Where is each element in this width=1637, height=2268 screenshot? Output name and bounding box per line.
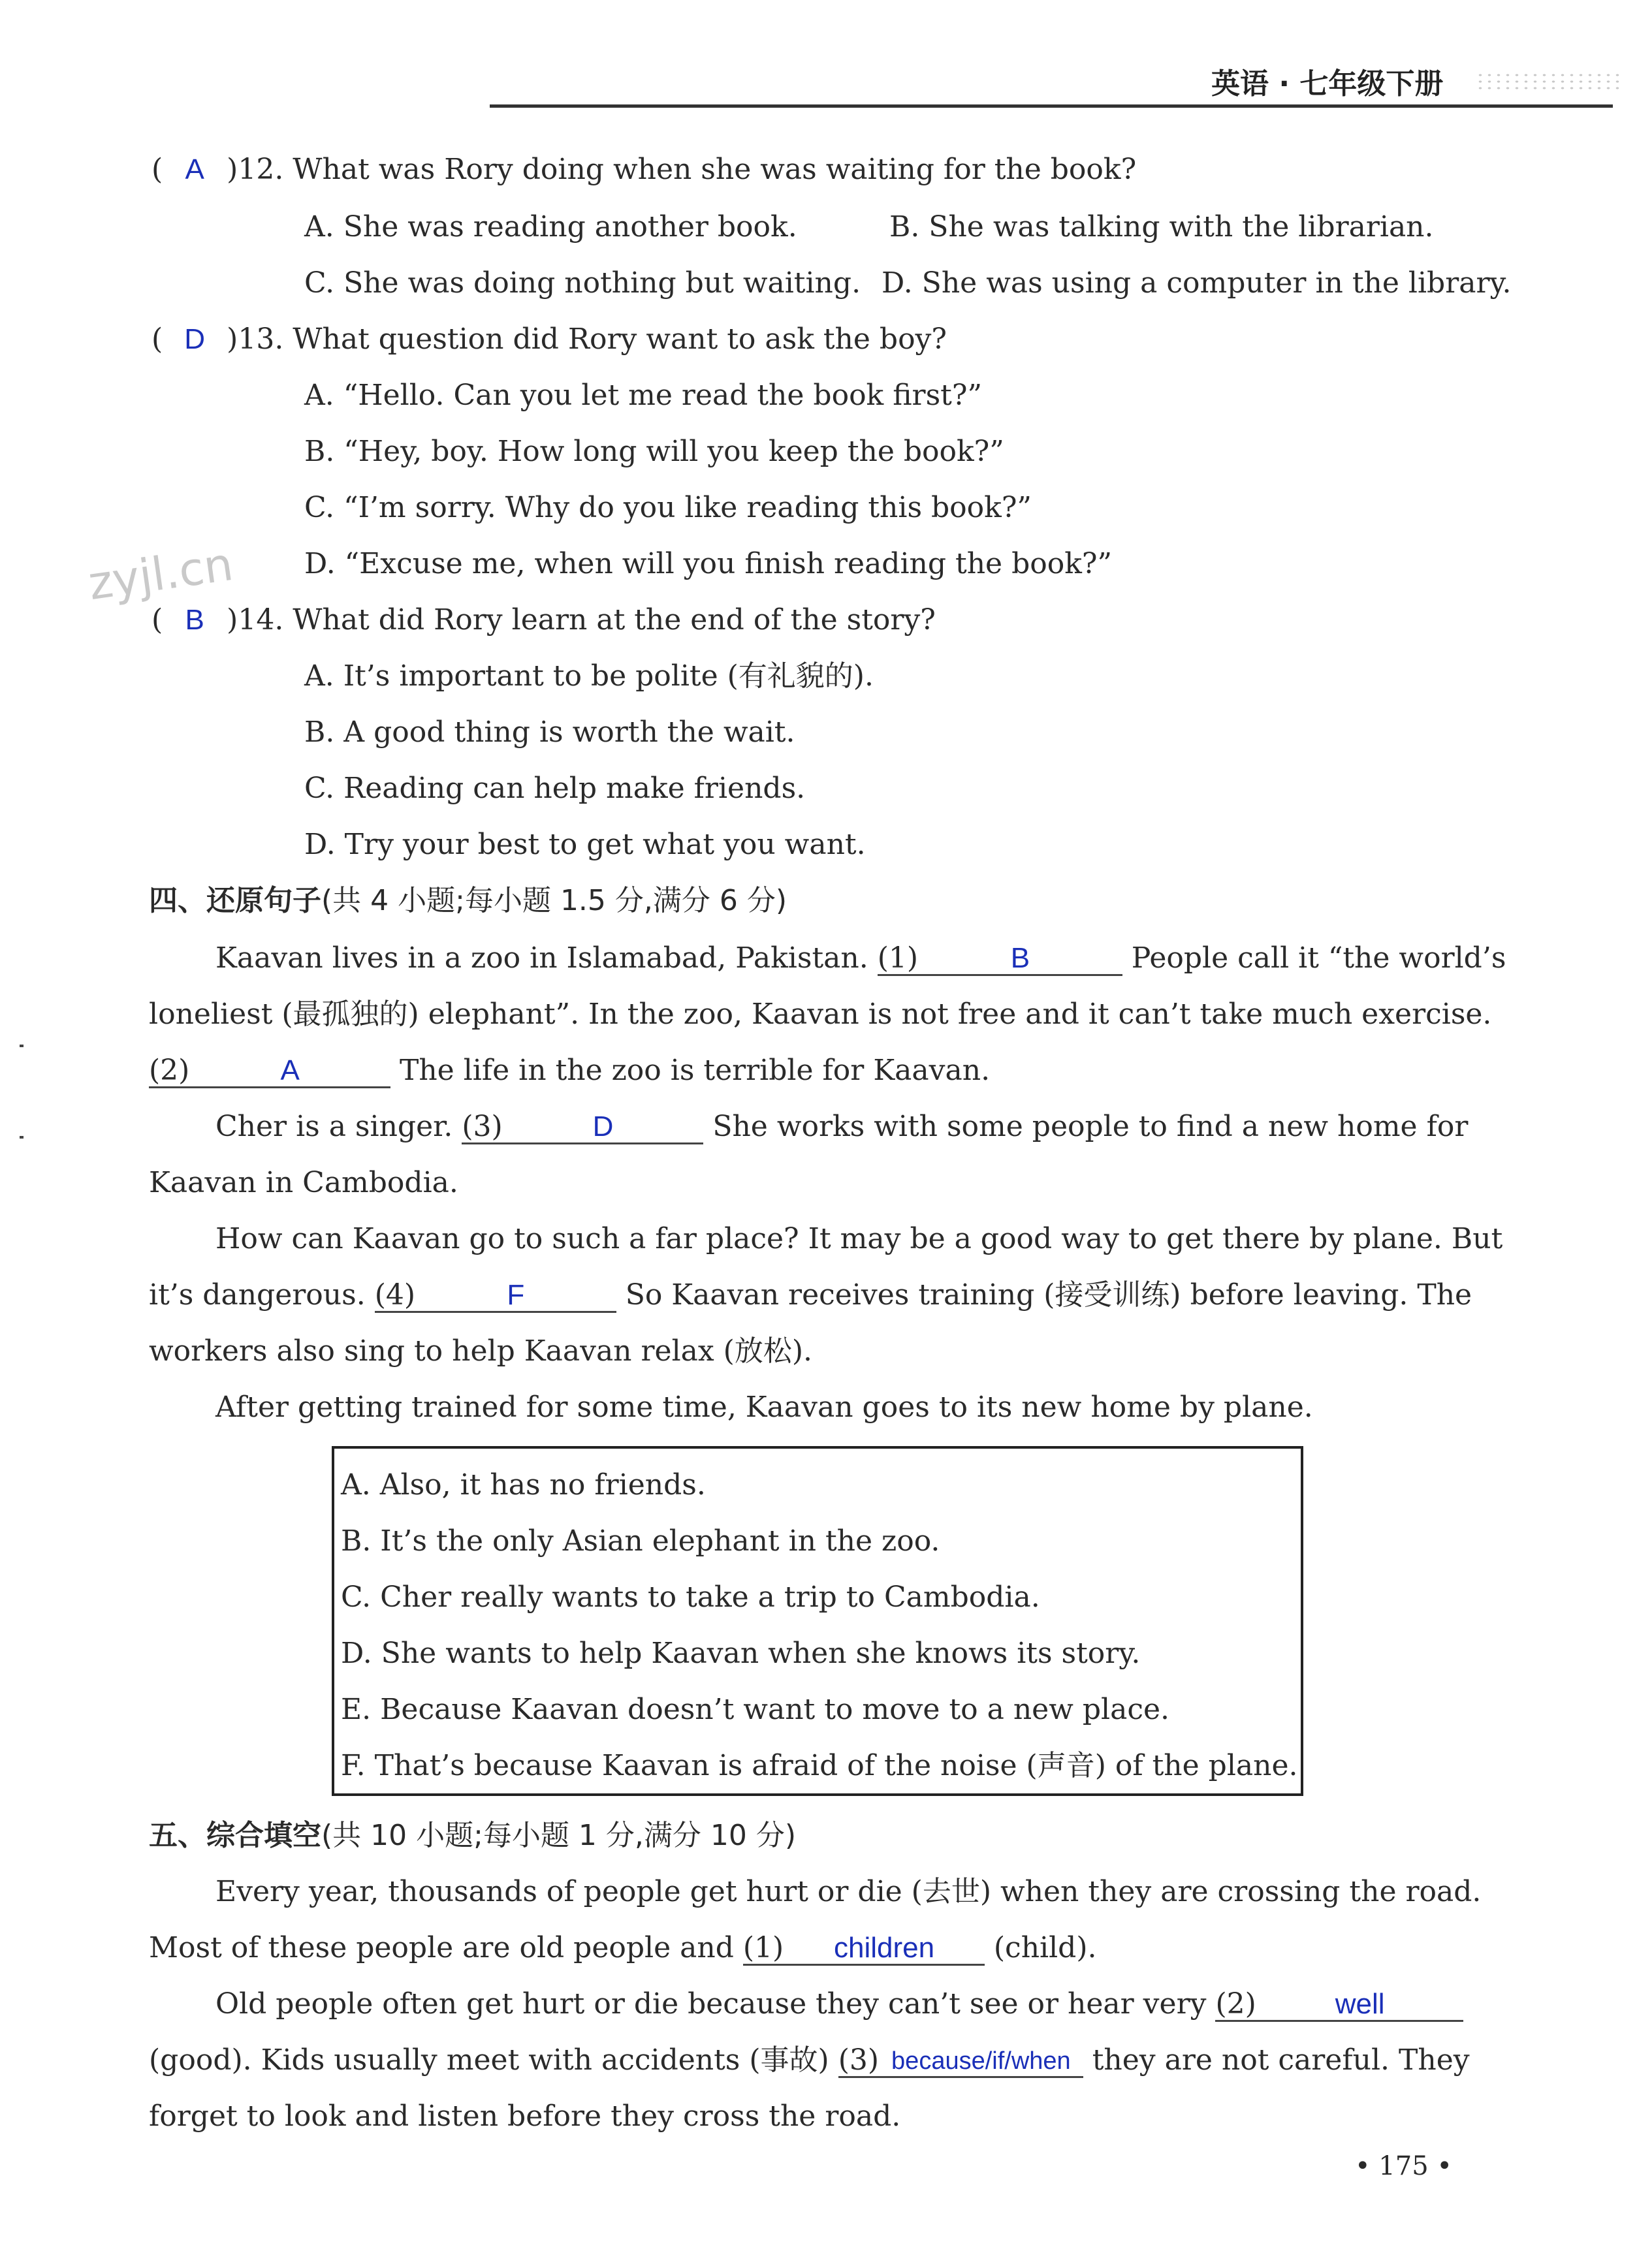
box-option-d: D. She wants to help Kaavan when she knows its story. bbox=[341, 1637, 1141, 1670]
sentence-options-box bbox=[332, 1446, 1303, 1796]
margin-mark bbox=[20, 1136, 24, 1139]
option-13d: D. “Excuse me, when will you finish reading the book?” bbox=[304, 547, 1112, 580]
question-12: ( A )12. What was Rory doing when she was waiting for the book? bbox=[151, 150, 1136, 189]
s5-line4: (good). Kids usually meet with accidents (事故) (3) because/if/when they are not careful. They bbox=[149, 2041, 1470, 2080]
box-option-f: F. That’s because Kaavan is afraid of the noise (声音) of the plane. bbox=[341, 1749, 1298, 1782]
margin-mark bbox=[20, 1045, 24, 1047]
option-14a: A. It’s important to be polite (有礼貌的). bbox=[304, 659, 874, 693]
option-12c: C. She was doing nothing but waiting. bbox=[304, 266, 861, 300]
box-option-b: B. It’s the only Asian elephant in the zoo. bbox=[341, 1524, 940, 1558]
s5-line2: Most of these people are old people and (1) children (child). bbox=[149, 1929, 1097, 1968]
option-13b: B. “Hey, boy. How long will you keep the book?” bbox=[304, 435, 1004, 468]
s5-line1: Every year, thousands of people get hurt or die (去世) when they are crossing the road. bbox=[215, 1875, 1482, 1908]
s4-para3-line3: workers also sing to help Kaavan relax (放松). bbox=[149, 1334, 812, 1368]
question-14: ( B )14. What did Rory learn at the end of the story? bbox=[151, 601, 936, 640]
watermark: zyjl.cn bbox=[85, 537, 236, 611]
s5-line5: forget to look and listen before they cross the road. bbox=[149, 2100, 901, 2133]
s4-para4: After getting trained for some time, Kaavan goes to its new home by plane. bbox=[215, 1391, 1313, 1424]
box-option-c: C. Cher really wants to take a trip to Cambodia. bbox=[341, 1581, 1040, 1614]
s4-blank-1[interactable]: (1) B bbox=[878, 939, 1122, 976]
header-rule bbox=[490, 104, 1613, 108]
s4-para1-line2: loneliest (最孤独的) elephant”. In the zoo, Kaavan is not free and it can’t take much exercise. bbox=[149, 998, 1492, 1031]
s5-blank-1[interactable]: (1) children bbox=[743, 1929, 985, 1966]
option-13c: C. “I’m sorry. Why do you like reading this book?” bbox=[304, 491, 1032, 524]
box-option-e: E. Because Kaavan doesn’t want to move to a new place. bbox=[341, 1693, 1169, 1726]
answer-14: B bbox=[185, 604, 204, 636]
s4-para1-line3: (2) A The life in the zoo is terrible for Kaavan. bbox=[149, 1051, 990, 1090]
s4-para3-line1: How can Kaavan go to such a far place? It may be a good way to get there by plane. But bbox=[215, 1222, 1503, 1255]
header-decoration bbox=[1476, 72, 1619, 91]
s5-blank-3[interactable]: (3) because/if/when bbox=[838, 2041, 1083, 2078]
s4-para3-line2: it’s dangerous. (4) F So Kaavan receives training (接受训练) before leaving. The bbox=[149, 1276, 1472, 1315]
option-14b: B. A good thing is worth the wait. bbox=[304, 716, 795, 749]
option-12a: A. She was reading another book. bbox=[304, 210, 797, 244]
s4-blank-2[interactable]: (2) A bbox=[149, 1051, 390, 1088]
s4-para1-line1: Kaavan lives in a zoo in Islamabad, Pakistan. (1) B People call it “the world’s bbox=[215, 939, 1506, 978]
option-14c: C. Reading can help make friends. bbox=[304, 772, 806, 805]
box-option-a: A. Also, it has no friends. bbox=[341, 1468, 706, 1502]
option-14d: D. Try your best to get what you want. bbox=[304, 828, 866, 861]
s5-blank-2[interactable]: (2) well bbox=[1215, 1985, 1463, 2022]
answer-13: D bbox=[184, 323, 206, 355]
section-4-heading: 四、还原句子(共 4 小题;每小题 1.5 分,满分 6 分) bbox=[149, 884, 787, 917]
option-12b: B. She was talking with the librarian. bbox=[889, 210, 1434, 244]
option-12d: D. She was using a computer in the library. bbox=[882, 266, 1512, 300]
answer-12: A bbox=[185, 153, 204, 185]
s5-line3: Old people often get hurt or die because they can’t see or hear very (2) well bbox=[215, 1985, 1463, 2024]
page-number: • 175 • bbox=[1355, 2151, 1452, 2181]
s4-para2-line2: Kaavan in Cambodia. bbox=[149, 1166, 458, 1199]
section-5-heading: 五、综合填空(共 10 小题;每小题 1 分,满分 10 分) bbox=[149, 1819, 797, 1852]
s4-blank-4[interactable]: (4) F bbox=[375, 1276, 616, 1313]
book-title: 英语 · 七年级下册 bbox=[1211, 67, 1444, 101]
option-13a: A. “Hello. Can you let me read the book first?” bbox=[304, 379, 982, 412]
question-13: ( D )13. What question did Rory want to ask the boy? bbox=[151, 320, 947, 359]
s4-para2-line1: Cher is a singer. (3) D She works with some people to find a new home for bbox=[215, 1107, 1468, 1146]
s4-blank-3[interactable]: (3) D bbox=[462, 1107, 703, 1144]
